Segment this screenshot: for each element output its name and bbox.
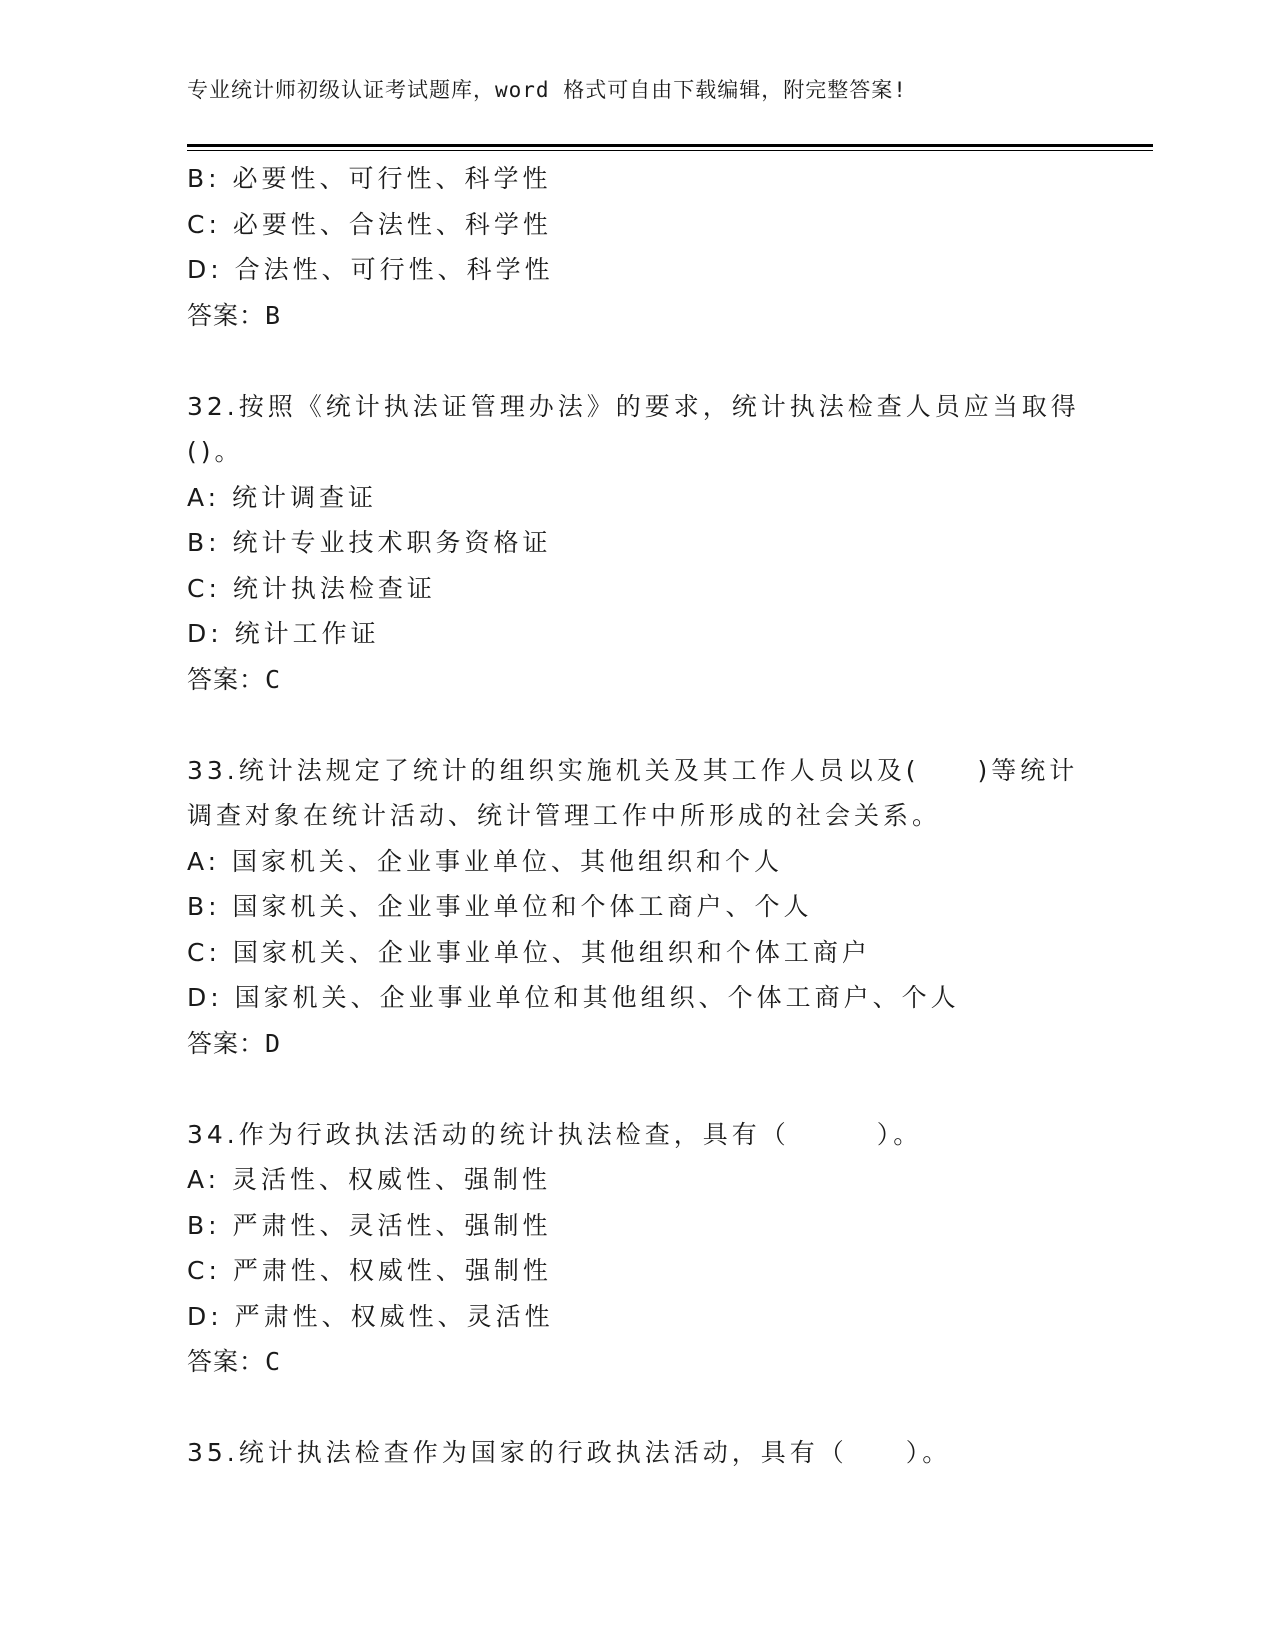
question-35 bbox=[187, 1430, 1087, 1476]
option-a: A: 统计调查证 bbox=[187, 482, 378, 512]
answer-line bbox=[187, 293, 1087, 339]
option-d: D: 严肃性、权威性、灵活性 bbox=[187, 1301, 554, 1331]
option-a: A: 国家机关、企业事业单位、其他组织和个人 bbox=[187, 846, 784, 876]
question-34 bbox=[187, 1112, 1087, 1385]
question-stem: 33.统计法规定了统计的组织实施机关及其工作人员以及( )等统计 bbox=[187, 755, 1079, 785]
header-rule-thin bbox=[187, 150, 1153, 151]
answer-value: C bbox=[265, 664, 282, 694]
question-stem: 35.统计执法检查作为国家的行政执法活动，具有（ ）。 bbox=[187, 1438, 952, 1467]
option-d: D: 合法性、可行性、科学性 bbox=[187, 255, 554, 284]
question-33 bbox=[187, 748, 1087, 1067]
question-32 bbox=[187, 384, 1087, 703]
question-content bbox=[187, 156, 1087, 1476]
option-d: D: 国家机关、企业事业单位和其他组织、个体工商户、个人 bbox=[187, 983, 960, 1012]
answer-value: D bbox=[265, 1028, 282, 1058]
document-header: 专业统计师初级认证考试题库，word 格式可自由下载编辑，附完整答案! bbox=[187, 78, 907, 102]
question-31 bbox=[187, 156, 1087, 338]
answer-line bbox=[187, 657, 1087, 703]
option-d: D: 统计工作证 bbox=[187, 619, 380, 648]
option-c: C: 严肃性、权威性、强制性 bbox=[187, 1256, 552, 1285]
option-b: B: 国家机关、企业事业单位和个体工商户、个人 bbox=[187, 892, 813, 921]
option-c: C: 统计执法检查证 bbox=[187, 573, 436, 603]
answer-label: 答案： bbox=[187, 300, 266, 330]
answer-line bbox=[187, 1021, 1087, 1067]
answer-value: B bbox=[265, 300, 282, 330]
option-c: C: 国家机关、企业事业单位、其他组织和个体工商户 bbox=[187, 937, 871, 967]
answer-line bbox=[187, 1339, 1087, 1385]
answer-label: 答案： bbox=[187, 1347, 266, 1376]
question-stem: 34.作为行政执法活动的统计执法检查，具有（ ）。 bbox=[187, 1119, 923, 1149]
header-rule-thick bbox=[187, 144, 1153, 147]
question-stem-cont: ()。 bbox=[187, 437, 244, 466]
answer-value: C bbox=[265, 1347, 282, 1376]
option-a: A: 灵活性、权威性、强制性 bbox=[187, 1165, 552, 1194]
option-b: B: 必要性、可行性、科学性 bbox=[187, 164, 552, 193]
option-c: C: 必要性、合法性、科学性 bbox=[187, 209, 552, 239]
answer-label: 答案： bbox=[187, 664, 266, 694]
question-stem: 32.按照《统计执法证管理办法》的要求，统计执法检查人员应当取得 bbox=[187, 391, 1080, 421]
option-b: B: 统计专业技术职务资格证 bbox=[187, 528, 552, 557]
answer-label: 答案： bbox=[187, 1028, 266, 1058]
question-stem-cont: 调查对象在统计活动、统计管理工作中所形成的社会关系。 bbox=[187, 801, 942, 830]
option-b: B: 严肃性、灵活性、强制性 bbox=[187, 1210, 552, 1240]
